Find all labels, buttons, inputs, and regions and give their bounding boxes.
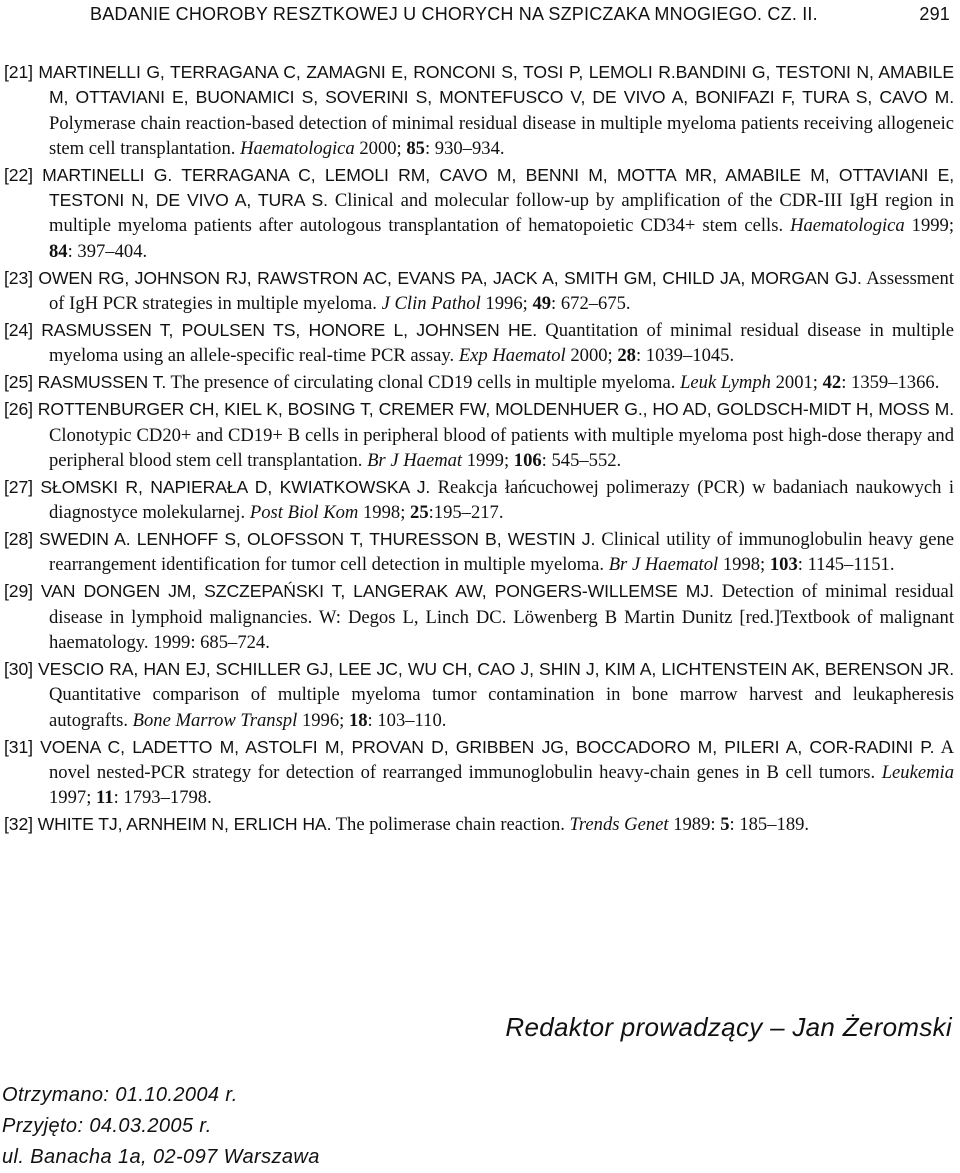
article-meta <box>2 1080 320 1173</box>
reference-number: [30] <box>4 659 33 680</box>
reference-year: 2001; <box>775 372 818 394</box>
reference-year: 2000; <box>570 345 613 367</box>
reference-volume: 103 <box>769 554 798 576</box>
reference-pages: : 1039–1045. <box>635 345 735 367</box>
reference-pages: :195–217. <box>428 502 504 524</box>
reference-volume: 106 <box>513 449 542 471</box>
reference-number: [28] <box>4 529 33 550</box>
reference-item <box>4 397 954 473</box>
reference-item <box>4 60 954 161</box>
reference-authors: SWEDIN A. LENHOFF S, OLOFSSON T, THURESSON B, WESTIN J. <box>39 529 596 550</box>
reference-pages: : 103–110. <box>367 709 447 731</box>
reference-item <box>4 735 954 811</box>
reference-title: The presence of circulating clonal CD19 cells in multiple myeloma. <box>170 372 676 394</box>
reference-number: [31] <box>4 736 33 757</box>
running-title: BADANIE CHOROBY RESZTKOWEJ U CHORYCH NA SZPICZAKA MNOGIEGO. CZ. II. <box>90 4 818 24</box>
reference-journal: Trends Genet <box>569 814 669 836</box>
reference-volume: 25 <box>410 502 429 524</box>
reference-journal: Exp Haematol <box>458 345 566 367</box>
reference-authors: VESCIO RA, HAN EJ, SCHILLER GJ, LEE JC, WU CH, CAO J, SHIN J, KIM A, LICHTENSTEIN AK, BERENSON JR. <box>38 659 954 680</box>
reference-number: [26] <box>4 399 33 420</box>
reference-year: 1998; <box>722 554 766 576</box>
reference-volume: 18 <box>348 709 368 731</box>
reference-number: [27] <box>4 476 33 497</box>
reference-pages: : 672–675. <box>551 293 631 315</box>
reference-authors: WHITE TJ, ARNHEIM N, ERLICH HA. <box>37 814 332 835</box>
reference-pages: : 1359–1366. <box>841 372 940 394</box>
reference-authors: OWEN RG, JOHNSON RJ, RAWSTRON AC, EVANS PA, JACK A, SMITH GM, CHILD JA, MORGAN GJ. <box>38 267 862 288</box>
reference-year: 1999; <box>466 449 510 471</box>
reference-number: [29] <box>4 581 33 602</box>
reference-number: [25] <box>4 372 33 393</box>
reference-year: 1998; <box>363 502 406 524</box>
reference-number: [32] <box>4 814 33 835</box>
reference-year: 2000; <box>359 137 402 159</box>
reference-title: The polimerase chain reaction. <box>335 814 565 836</box>
reference-authors: MARTINELLI G, TERRAGANA C, ZAMAGNI E, RONCONI S, TOSI P, LEMOLI R.BANDINI G, TESTONI N, AMABILE M, OTTAVIANI E, BUONAMICI S, SOVERINI S, MONTEFUSCO V, DE VIVO A, BONIFAZI F, TURA S, CAVO M. <box>38 62 954 108</box>
reference-list <box>4 60 954 839</box>
reference-title: Detection of minimal residual disease in lymphoid malignancies. W: Degos L, Linch DC. Löwenberg B Martin Dunitz [red.]Textbook of malignant haematology. 1999: 685–724. <box>49 581 954 654</box>
reference-title: Clinical utility of immunoglobulin heavy gene rearrangement identification for tumor cell detection in multiple myeloma. <box>49 529 954 576</box>
reference-pages: : 1793–1798. <box>113 787 212 809</box>
reference-item <box>4 318 954 369</box>
reference-volume: 84 <box>49 240 68 262</box>
reference-journal: Post Biol Kom <box>249 502 359 524</box>
reference-volume: 49 <box>532 293 552 315</box>
reference-authors: RASMUSSEN T. <box>37 372 167 393</box>
reference-journal: Haematologica <box>240 137 355 159</box>
reference-volume: 5 <box>720 814 730 836</box>
reference-pages: : 397–404. <box>67 240 148 262</box>
reference-item <box>4 579 954 655</box>
reference-number: [24] <box>4 320 33 341</box>
reference-year: 1999; <box>911 215 955 237</box>
reference-number: [21] <box>4 62 33 82</box>
reference-volume: 85 <box>406 137 425 159</box>
reference-authors: ROTTENBURGER CH, KIEL K, BOSING T, CREMER FW, MOLDENHUER G., HO AD, GOLDSCH-MIDT H, MOSS M. <box>37 399 954 420</box>
reference-year: 1996; <box>485 293 528 315</box>
reference-pages: : 930–934. <box>424 137 505 159</box>
reference-title: Quantitative comparison of multiple myeloma tumor contamination in bone marrow harvest and leukapheresis autografts. <box>49 684 954 731</box>
reference-journal: Br J Haematol <box>608 554 719 576</box>
accepted-date: Przyjęto: 04.03.2005 r. <box>2 1115 212 1137</box>
reference-item <box>4 657 954 733</box>
reference-title: Assessment of IgH PCR strategies in multiple myeloma. <box>49 267 954 315</box>
reference-year: 1996; <box>301 709 345 731</box>
reference-pages: : 545–552. <box>541 449 622 471</box>
reference-item <box>4 163 954 264</box>
reference-volume: 42 <box>822 372 842 394</box>
reference-title: A novel nested-PCR strategy for detection of rearranged immunoglobulin heavy-chain genes in B cell tumors. <box>49 736 955 783</box>
reference-journal: Br J Haemat <box>367 449 463 471</box>
reference-volume: 11 <box>96 787 114 809</box>
reference-journal: Leuk Lymph <box>680 372 771 394</box>
reference-pages: : 185–189. <box>729 814 810 836</box>
reference-journal: J Clin Pathol <box>381 293 481 315</box>
reference-number: [22] <box>4 164 33 185</box>
reference-item <box>4 266 954 317</box>
reference-title: Reakcja łańcuchowej polimerazy (PCR) w badaniach naukowych i diagnostyce molekularnej. <box>49 476 954 524</box>
correspondence-address: ul. Banacha 1a, 02-097 Warszawa <box>2 1146 320 1168</box>
reference-year: 1997; <box>49 787 92 809</box>
editor-signature: Redaktor prowadzący – Jan Żeromski <box>505 1012 952 1042</box>
reference-number: [23] <box>4 267 33 288</box>
reference-authors: VAN DONGEN JM, SZCZEPAŃSKI T, LANGERAK AW, PONGERS-WILLEMSE MJ. <box>40 581 714 602</box>
reference-authors: MARTINELLI G. TERRAGANA C, LEMOLI RM, CAVO M, BENNI M, MOTTA MR, AMABILE M, OTTAVIANI E, TESTONI N, DE VIVO A, TURA S. <box>42 164 954 211</box>
reference-authors: SŁOMSKI R, NAPIERAŁA D, KWIATKOWSKA J. <box>40 476 431 497</box>
reference-journal: Bone Marrow Transpl <box>132 709 298 731</box>
reference-pages: : 1145–1151. <box>797 554 895 576</box>
reference-year: 1989: <box>673 814 716 836</box>
reference-item <box>4 527 954 578</box>
reference-authors: RASMUSSEN T, POULSEN TS, HONORE L, JOHNSEN HE. <box>41 320 538 341</box>
reference-title: Polymerase chain reaction-based detection of minimal residual disease in multiple myeloma patients receiving allogeneic stem cell transplantation. <box>49 112 954 159</box>
reference-authors: VOENA C, LADETTO M, ASTOLFI M, PROVAN D, GRIBBEN JG, BOCCADORO M, PILERI A, COR-RADINI P. <box>40 736 935 757</box>
reference-journal: Haematologica <box>790 215 905 237</box>
running-header <box>90 2 950 26</box>
reference-item <box>4 812 954 837</box>
reference-title: Clinical and molecular follow-up by amplification of the CDR-III IgH region in multiple myeloma patients after autologous transplantation of hematopoietic CD34+ stem cells. <box>49 190 955 237</box>
reference-title: Clonotypic CD20+ and CD19+ B cells in peripheral blood of patients with multiple myeloma post high-dose therapy and peripheral blood stem cell transplantation. <box>49 424 954 471</box>
reference-volume: 28 <box>617 345 636 367</box>
reference-title: Quantitation of minimal residual disease in multiple myeloma using an allele-specific real-time PCR assay. <box>49 320 954 367</box>
reference-item <box>4 475 954 526</box>
received-date: Otrzymano: 01.10.2004 r. <box>2 1084 238 1106</box>
reference-item <box>4 370 954 395</box>
reference-journal: Leukemia <box>881 761 954 783</box>
page-number: 291 <box>919 4 950 24</box>
